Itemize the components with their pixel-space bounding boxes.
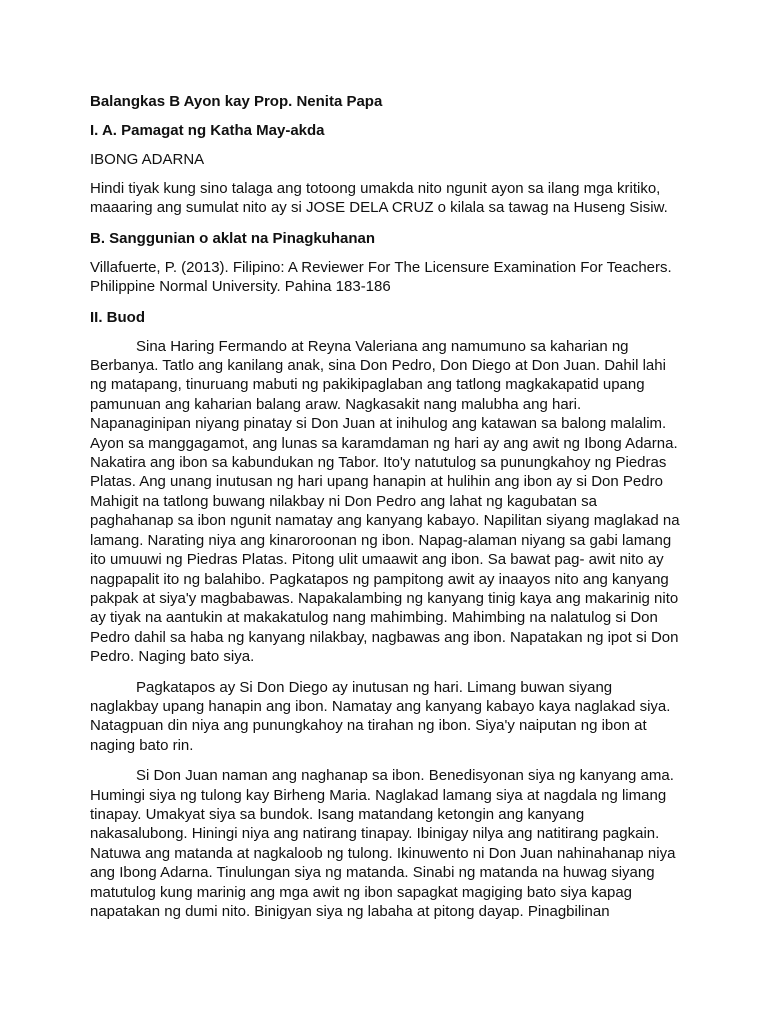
document-page (90, 92, 680, 932)
document-title: Balangkas B Ayon kay Prop. Nenita Papa (90, 93, 383, 110)
summary-paragraph: Si Don Juan naman ang naghanap sa ibon. Benedisyonan siya ng kanyang ama. Humingi siya ng tulong kay Birheng Maria. Naglakad lamang siya at nagdala ng limang tinapay. Umakyat siya sa bundok. Isang matandang ketongin ang kanyang nakasalubong. Hiningi niya ang natirang tinapay. Ibinigay nilya ang natitirang pagkain. Natuwa ang matanda at nagkaloob ng tulong. Ikinuwento ni Don Juan nahinahanap niya ang Ibong Adarna. Tinulungan siya ng matanda. Sinabi ng matanda na huwag siyang matutulog kung marinig ang mga awit ng ibon sapagkat magiging bato siya kapag napatakan ng dumi nito. Binigyan siya ng labaha at pitong dayap. Pinagbilinan (90, 767, 676, 920)
work-title: IBONG ADARNA (90, 151, 205, 168)
section-b-heading: B. Sanggunian o aklat na Pinagkuhanan (90, 229, 376, 247)
section-2-heading: II. Buod (90, 308, 145, 326)
author-note: Hindi tiyak kung sino talaga ang totoong umakda nito ngunit ayon sa ilang mga kritiko, maaaring ang sumulat nito ay si JOSE DELA CRUZ o kilala sa tawag na Huseng Sisiw. (90, 180, 668, 217)
section-1a-heading: I. A. Pamagat ng Katha May-akda (90, 122, 325, 139)
summary-paragraph: Sina Haring Fermando at Reyna Valeriana ang namumuno sa kaharian ng Berbanya. Tatlo ang kanilang anak, sina Don Pedro, Don Diego at Don Juan. Dahil lahi ng matapang, tinuruang mabuti ng pakikipaglaban ang tatlong magkakapatid upang pamunuan ang kaharian balang araw. Nagkasakit nang malubha ang hari. Napanaginipan niyang pinatay si Don Juan at inihulog ang katawan sa balong malalim. Ayon sa manggagamot, ang lunas sa karamdaman ng hari ay ang awit ng Ibong Adarna. Nakatira ang ibon sa kabundukan ng Tabor. Ito'y natutulog sa punungkahoy ng Piedras Platas. Ang unang inutusan ng hari upang hanapin at hulihin ang ibon ay si Don Pedro Mahigit na tatlong buwang nilakbay ni Don Pedro ang lahat ng kagubatan sa paghahanap sa ibon ngunit namatay ang kanyang kabayo. Napilitan siyang maglakad na lamang. Narating niya ang kinaroroonan ng ibon. Napag-alaman niyang sa gabi lamang ito umuuwi ng Piedras Platas. Pitong ulit umaawit ang ibon. Sa bawat pag- awit nito ay nagpapalit ito ng balahibo. Pagkatapos ng pampitong awit ay inaayos nito ang kanyang pakpak at siya'y magbabawas. Napakalambing ng kanyang tinig kaya ang makarinig nito ay tiyak na aantukin at makakatulog nang mahimbing. Mahimbing na nalatulog si Don Pedro dahil sa haba ng kanyang nilakbay, nagbawas ang ibon. Napatakan ng ipot si Don Pedro. Naging bato siya. (90, 337, 680, 666)
reference-citation: Villafuerte, P. (2013). Filipino: A Reviewer For The Licensure Examination For Teachers. Philippine Normal University. Pahina 183-186 (90, 258, 672, 296)
summary-paragraph: Pagkatapos ay Si Don Diego ay inutusan ng hari. Limang buwan siyang naglakbay upang hanapin ang ibon. Namatay ang kanyang kabayo kaya naglakad siya. Natagpuan din niya ang punungkahoy na tirahan ng ibon. Siya'y naiputan ng ibon at naging bato rin. (90, 678, 671, 754)
